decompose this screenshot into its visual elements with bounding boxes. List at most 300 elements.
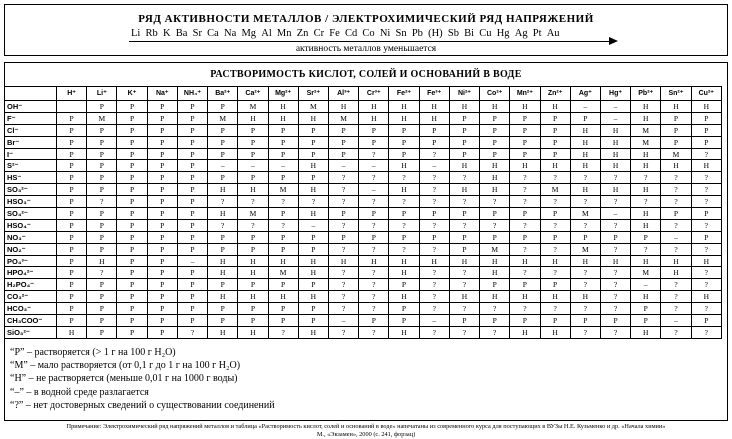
- solubility-cell: ?: [449, 172, 479, 184]
- solubility-cell: М: [631, 136, 661, 148]
- solubility-cell: Н: [480, 101, 510, 113]
- solubility-cell: Р: [208, 243, 238, 255]
- solubility-cell: ?: [359, 303, 389, 315]
- solubility-cell: Н: [480, 172, 510, 184]
- solubility-cell: Н: [87, 255, 117, 267]
- header-corner-cell: [5, 87, 57, 101]
- table-row: [5, 112, 722, 124]
- anion-label: CH₃COO⁻: [5, 315, 57, 327]
- solubility-cell: Р: [328, 231, 358, 243]
- solubility-table: [4, 86, 722, 339]
- legend-item: “Н” – не растворяется (меньше 0,01 г на 1000 г воды): [10, 373, 238, 385]
- solubility-cell: Р: [449, 124, 479, 136]
- solubility-cell: Р: [389, 136, 419, 148]
- solubility-cell: Н: [328, 101, 358, 113]
- solubility-cell: ?: [359, 219, 389, 231]
- solubility-cell: Р: [117, 196, 147, 208]
- solubility-cell: Р: [359, 315, 389, 327]
- solubility-cell: Н: [449, 184, 479, 196]
- solubility-cell: ?: [691, 219, 721, 231]
- solubility-cell: Н: [419, 112, 449, 124]
- solubility-cell: Н: [298, 255, 328, 267]
- solubility-cell: Р: [117, 101, 147, 113]
- cation-header: Fe²⁺: [389, 87, 419, 101]
- solubility-cell: ?: [359, 148, 389, 160]
- solubility-cell: Р: [117, 124, 147, 136]
- solubility-cell: Р: [147, 196, 177, 208]
- table-row: [5, 267, 722, 279]
- metal-item: Fe: [329, 28, 340, 39]
- solubility-cell: Н: [631, 219, 661, 231]
- solubility-cell: Н: [208, 255, 238, 267]
- solubility-cell: ?: [631, 196, 661, 208]
- metal-item: Na: [224, 28, 237, 39]
- solubility-cell: –: [359, 184, 389, 196]
- solubility-cell: Р: [57, 279, 87, 291]
- solubility-cell: ?: [600, 219, 630, 231]
- cation-header: Na⁺: [147, 87, 177, 101]
- solubility-cell: Р: [87, 291, 117, 303]
- solubility-cell: Н: [631, 255, 661, 267]
- solubility-cell: Р: [177, 112, 207, 124]
- solubility-cell: Р: [57, 291, 87, 303]
- solubility-cell: Р: [147, 124, 177, 136]
- solubility-cell: Н: [268, 291, 298, 303]
- solubility-cell: ?: [691, 148, 721, 160]
- solubility-cell: Р: [298, 243, 328, 255]
- solubility-cell: Р: [631, 303, 661, 315]
- anion-label: HS⁻: [5, 172, 57, 184]
- solubility-cell: ?: [238, 219, 268, 231]
- solubility-cell: Р: [208, 303, 238, 315]
- solubility-cell: ?: [359, 279, 389, 291]
- solubility-cell: Р: [480, 279, 510, 291]
- solubility-cell: Р: [480, 136, 510, 148]
- solubility-cell: Р: [389, 303, 419, 315]
- solubility-cell: Р: [87, 101, 117, 113]
- table-row: [5, 315, 722, 327]
- solubility-cell: Р: [540, 136, 570, 148]
- solubility-cell: ?: [570, 303, 600, 315]
- solubility-cell: Н: [600, 184, 630, 196]
- metal-item: Cd: [344, 28, 358, 39]
- anion-label: PO₄³⁻: [5, 255, 57, 267]
- solubility-cell: Р: [419, 124, 449, 136]
- solubility-cell: ?: [268, 196, 298, 208]
- solubility-cell: Н: [540, 101, 570, 113]
- solubility-cell: Р: [117, 219, 147, 231]
- solubility-cell: Р: [449, 243, 479, 255]
- table-row: [5, 101, 722, 113]
- solubility-cell: ?: [661, 303, 691, 315]
- solubility-cell: ?: [691, 267, 721, 279]
- solubility-cell: ?: [328, 196, 358, 208]
- solubility-cell: Н: [298, 160, 328, 172]
- solubility-cell: Р: [691, 136, 721, 148]
- solubility-cell: Р: [87, 208, 117, 220]
- solubility-cell: М: [540, 184, 570, 196]
- table-row: [5, 279, 722, 291]
- solubility-cell: Р: [600, 315, 630, 327]
- cation-header: Al³⁺: [328, 87, 358, 101]
- solubility-cell: Р: [480, 112, 510, 124]
- solubility-cell: Р: [389, 124, 419, 136]
- cation-header: K⁺: [117, 87, 147, 101]
- solubility-cell: ?: [661, 219, 691, 231]
- solubility-cell: М: [208, 112, 238, 124]
- solubility-cell: ?: [600, 291, 630, 303]
- solubility-cell: ?: [268, 219, 298, 231]
- metal-item: Hg: [496, 28, 510, 39]
- metal-item: Mg: [241, 28, 257, 39]
- solubility-cell: Р: [117, 184, 147, 196]
- solubility-cell: Р: [691, 208, 721, 220]
- solubility-cell: ?: [661, 279, 691, 291]
- solubility-cell: Р: [268, 124, 298, 136]
- solubility-cell: Н: [540, 326, 570, 338]
- solubility-cell: Р: [87, 219, 117, 231]
- solubility-cell: Р: [57, 160, 87, 172]
- solubility-cell: Р: [238, 172, 268, 184]
- footnote-line: М., «Экзамен», 2000 (с. 241, форзац): [316, 431, 416, 438]
- solubility-cell: Н: [480, 184, 510, 196]
- solubility-cell: ?: [510, 243, 540, 255]
- solubility-cell: Р: [510, 136, 540, 148]
- solubility-cell: Р: [510, 112, 540, 124]
- solubility-cell: ?: [419, 148, 449, 160]
- solubility-cell: Р: [177, 184, 207, 196]
- solubility-cell: Р: [449, 136, 479, 148]
- solubility-cell: ?: [419, 172, 449, 184]
- solubility-cell: ?: [328, 291, 358, 303]
- solubility-cell: Р: [631, 315, 661, 327]
- solubility-cell: Н: [208, 326, 238, 338]
- solubility-cell: Р: [570, 231, 600, 243]
- solubility-cell: Р: [691, 231, 721, 243]
- solubility-cell: Р: [268, 172, 298, 184]
- cation-header: Pb²⁺: [631, 87, 661, 101]
- solubility-cell: Р: [57, 208, 87, 220]
- solubility-cell: Н: [238, 326, 268, 338]
- solubility-cell: ?: [480, 219, 510, 231]
- solubility-cell: Р: [117, 326, 147, 338]
- anion-label: SO₄²⁻: [5, 208, 57, 220]
- solubility-title: РАСТВОРИМОСТЬ КИСЛОТ, СОЛЕЙ И ОСНОВАНИЙ В ВОДЕ: [210, 69, 522, 80]
- solubility-cell: ?: [661, 326, 691, 338]
- solubility-cell: Р: [328, 208, 358, 220]
- solubility-cell: Р: [510, 124, 540, 136]
- solubility-cell: ?: [328, 279, 358, 291]
- solubility-cell: Р: [238, 136, 268, 148]
- solubility-cell: ?: [238, 196, 268, 208]
- solubility-cell: Р: [87, 124, 117, 136]
- solubility-cell: ?: [510, 184, 540, 196]
- metal-item: Al: [261, 28, 272, 39]
- solubility-cell: Н: [661, 160, 691, 172]
- solubility-cell: Р: [57, 124, 87, 136]
- solubility-cell: Р: [147, 326, 177, 338]
- solubility-cell: Р: [359, 136, 389, 148]
- solubility-cell: Р: [389, 148, 419, 160]
- solubility-cell: Н: [570, 124, 600, 136]
- solubility-cell: Н: [449, 101, 479, 113]
- table-row: [5, 255, 722, 267]
- solubility-cell: –: [298, 219, 328, 231]
- solubility-cell: Р: [117, 160, 147, 172]
- solubility-cell: Р: [510, 315, 540, 327]
- solubility-cell: Р: [117, 243, 147, 255]
- solubility-cell: Р: [540, 112, 570, 124]
- solubility-cell: ?: [570, 172, 600, 184]
- footnote-line: Примечание: Электрохимический ряд напряжений металлов и таблица «Растворимость кислот, солей и оснований в воде» напечатаны из современного курса для поступающих в ВУЗы Н.Е. Кузьменко и др. «Начала химии»: [66, 423, 666, 430]
- legend-item: “–” – в водной среде разлагается: [10, 386, 149, 398]
- solubility-cell: Н: [268, 101, 298, 113]
- solubility-cell: ?: [419, 184, 449, 196]
- solubility-cell: Р: [449, 231, 479, 243]
- solubility-cell: Р: [480, 231, 510, 243]
- solubility-cell: Р: [177, 267, 207, 279]
- solubility-cell: Р: [540, 315, 570, 327]
- solubility-cell: Н: [691, 255, 721, 267]
- solubility-cell: Р: [661, 112, 691, 124]
- solubility-cell: Н: [389, 326, 419, 338]
- anion-label: S²⁻: [5, 160, 57, 172]
- solubility-cell: ?: [631, 172, 661, 184]
- solubility-cell: Р: [540, 208, 570, 220]
- legend-item: “М” – мало растворяется (от 0,1 г до 1 г на 100 г H₂O): [10, 360, 241, 372]
- solubility-cell: Р: [87, 326, 117, 338]
- solubility-cell: Р: [147, 208, 177, 220]
- solubility-cell: Н: [631, 291, 661, 303]
- solubility-cell: ?: [661, 184, 691, 196]
- solubility-cell: Н: [661, 101, 691, 113]
- solubility-cell: Р: [117, 291, 147, 303]
- solubility-cell: Н: [449, 291, 479, 303]
- cation-header: Ni²⁺: [449, 87, 479, 101]
- anion-label: SO₃²⁻: [5, 184, 57, 196]
- solubility-cell: Р: [87, 148, 117, 160]
- solubility-cell: ?: [540, 303, 570, 315]
- solubility-cell: ?: [419, 326, 449, 338]
- solubility-cell: Н: [298, 208, 328, 220]
- solubility-cell: –: [661, 315, 691, 327]
- solubility-cell: Р: [87, 303, 117, 315]
- solubility-cell: Р: [419, 208, 449, 220]
- solubility-cell: Р: [359, 208, 389, 220]
- solubility-cell: М: [87, 112, 117, 124]
- solubility-cell: Н: [631, 208, 661, 220]
- solubility-cell: Н: [359, 112, 389, 124]
- metal-item: Sr: [192, 28, 202, 39]
- solubility-cell: Р: [661, 124, 691, 136]
- solubility-cell: ?: [661, 172, 691, 184]
- solubility-cell: ?: [540, 219, 570, 231]
- solubility-cell: ?: [570, 326, 600, 338]
- metal-item: Zn: [296, 28, 309, 39]
- solubility-cell: М: [328, 112, 358, 124]
- solubility-cell: ?: [419, 291, 449, 303]
- solubility-cell: ?: [419, 196, 449, 208]
- solubility-cell: Р: [147, 160, 177, 172]
- solubility-cell: Р: [177, 315, 207, 327]
- table-row: [5, 196, 722, 208]
- metal-item: Au: [546, 28, 560, 39]
- solubility-cell: Р: [359, 231, 389, 243]
- solubility-cell: Р: [238, 303, 268, 315]
- solubility-cell: Р: [177, 124, 207, 136]
- solubility-cell: Р: [117, 172, 147, 184]
- solubility-cell: Р: [177, 303, 207, 315]
- metal-item: Pb: [411, 28, 423, 39]
- solubility-cell: Р: [389, 279, 419, 291]
- table-row: [5, 124, 722, 136]
- solubility-cell: Р: [389, 231, 419, 243]
- solubility-cell: Р: [147, 303, 177, 315]
- solubility-cell: Р: [147, 231, 177, 243]
- solubility-cell: Н: [691, 101, 721, 113]
- solubility-cell: ?: [510, 219, 540, 231]
- solubility-cell: ?: [177, 326, 207, 338]
- solubility-cell: Р: [268, 279, 298, 291]
- solubility-cell: ?: [691, 172, 721, 184]
- solubility-cell: ?: [389, 219, 419, 231]
- solubility-cell: Н: [238, 184, 268, 196]
- anion-label: SiO₃²⁻: [5, 326, 57, 338]
- solubility-cell: Р: [298, 279, 328, 291]
- solubility-cell: Р: [268, 208, 298, 220]
- solubility-cell: –: [328, 315, 358, 327]
- solubility-cell: Р: [177, 243, 207, 255]
- solubility-cell: Р: [87, 136, 117, 148]
- solubility-cell: ?: [691, 184, 721, 196]
- solubility-cell: Н: [570, 160, 600, 172]
- metal-item: Mn: [276, 28, 292, 39]
- solubility-cell: ?: [359, 196, 389, 208]
- solubility-cell: Н: [238, 267, 268, 279]
- solubility-cell: Р: [177, 172, 207, 184]
- solubility-cell: Р: [147, 101, 177, 113]
- cation-header: NH₄⁺: [177, 87, 207, 101]
- solubility-cell: ?: [661, 196, 691, 208]
- solubility-cell: М: [570, 208, 600, 220]
- solubility-cell: М: [238, 101, 268, 113]
- solubility-cell: М: [268, 184, 298, 196]
- solubility-cell: Р: [298, 136, 328, 148]
- solubility-cell: Р: [298, 148, 328, 160]
- solubility-cell: Р: [208, 136, 238, 148]
- solubility-cell: Р: [117, 112, 147, 124]
- solubility-cell: ?: [449, 326, 479, 338]
- solubility-cell: ?: [631, 243, 661, 255]
- anion-label: HSO₃⁻: [5, 196, 57, 208]
- solubility-cell: –: [661, 231, 691, 243]
- solubility-cell: Н: [480, 291, 510, 303]
- solubility-cell: Р: [147, 184, 177, 196]
- anion-label: NO₂⁻: [5, 243, 57, 255]
- solubility-cell: Р: [540, 231, 570, 243]
- solubility-cell: М: [661, 148, 691, 160]
- solubility-cell: Н: [298, 291, 328, 303]
- solubility-cell: Р: [540, 124, 570, 136]
- solubility-cell: Р: [238, 315, 268, 327]
- solubility-cell: Р: [57, 196, 87, 208]
- cation-header: Mn²⁺: [510, 87, 540, 101]
- solubility-cell: Н: [631, 101, 661, 113]
- solubility-cell: Р: [177, 136, 207, 148]
- solubility-cell: Н: [268, 255, 298, 267]
- solubility-cell: Р: [147, 112, 177, 124]
- solubility-cell: ?: [359, 172, 389, 184]
- solubility-cell: Н: [298, 112, 328, 124]
- solubility-cell: Р: [57, 184, 87, 196]
- solubility-cell: Р: [540, 279, 570, 291]
- solubility-cell: ?: [449, 219, 479, 231]
- anion-label: Br⁻: [5, 136, 57, 148]
- solubility-cell: Н: [298, 184, 328, 196]
- solubility-cell: Р: [147, 172, 177, 184]
- solubility-cell: –: [268, 160, 298, 172]
- activity-arrow-line: [129, 41, 611, 42]
- solubility-cell: ?: [510, 196, 540, 208]
- solubility-cell: ?: [600, 196, 630, 208]
- solubility-cell: Н: [57, 326, 87, 338]
- cation-header-row: [5, 87, 722, 101]
- solubility-cell: Н: [510, 160, 540, 172]
- solubility-cell: ?: [570, 267, 600, 279]
- solubility-cell: Р: [117, 315, 147, 327]
- solubility-cell: Р: [480, 315, 510, 327]
- solubility-cell: ?: [208, 219, 238, 231]
- solubility-cell: Р: [419, 231, 449, 243]
- solubility-cell: –: [570, 101, 600, 113]
- legend-item: “?” – нет достоверных сведений о существовании соединений: [10, 399, 275, 411]
- table-row: [5, 136, 722, 148]
- solubility-cell: Н: [600, 124, 630, 136]
- solubility-cell: М: [631, 124, 661, 136]
- solubility-cell: ?: [540, 267, 570, 279]
- solubility-cell: Р: [117, 279, 147, 291]
- solubility-cell: Н: [480, 255, 510, 267]
- solubility-cell: Н: [510, 255, 540, 267]
- solubility-cell: –: [631, 279, 661, 291]
- solubility-cell: Р: [57, 148, 87, 160]
- solubility-cell: Р: [208, 279, 238, 291]
- solubility-cell: –: [328, 160, 358, 172]
- anion-label: OH⁻: [5, 101, 57, 113]
- solubility-cell: Н: [570, 255, 600, 267]
- solubility-cell: Р: [117, 267, 147, 279]
- solubility-cell: Р: [177, 279, 207, 291]
- solubility-cell: Р: [600, 231, 630, 243]
- solubility-cell: Р: [238, 124, 268, 136]
- solubility-cell: ?: [570, 279, 600, 291]
- solubility-cell: ?: [600, 326, 630, 338]
- solubility-cell: –: [359, 160, 389, 172]
- solubility-cell: ?: [208, 196, 238, 208]
- solubility-cell: Р: [510, 148, 540, 160]
- solubility-cell: ?: [268, 326, 298, 338]
- metal-item: (H): [428, 28, 443, 39]
- table-row: [5, 231, 722, 243]
- solubility-cell: ?: [359, 291, 389, 303]
- solubility-cell: Р: [177, 219, 207, 231]
- solubility-cell: Р: [147, 315, 177, 327]
- solubility-cell: Р: [57, 112, 87, 124]
- solubility-cell: Р: [177, 196, 207, 208]
- solubility-cell: Р: [177, 291, 207, 303]
- solubility-cell: Р: [117, 231, 147, 243]
- solubility-cell: Н: [540, 160, 570, 172]
